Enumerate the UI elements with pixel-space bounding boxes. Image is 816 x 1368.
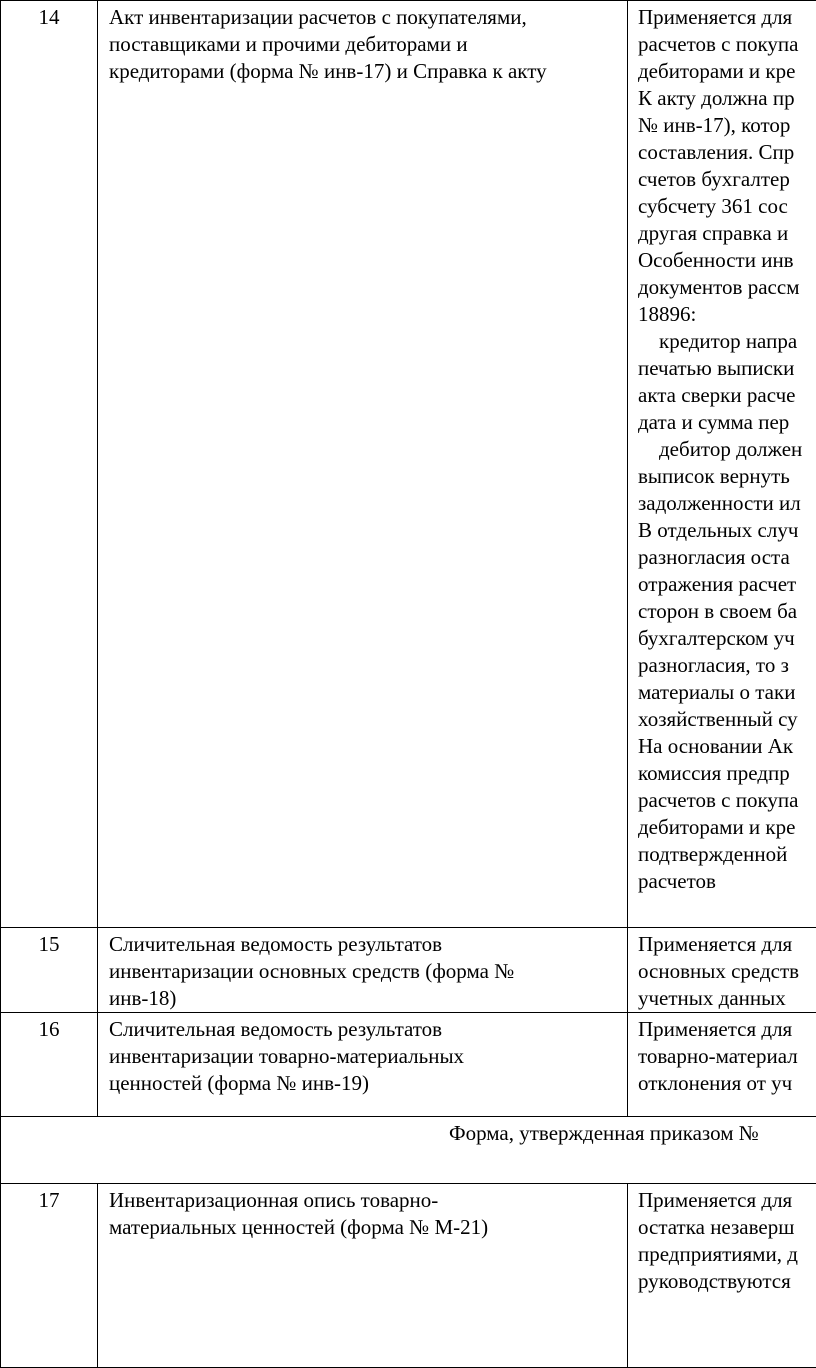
form-description-line: задолженности ил	[638, 490, 816, 517]
form-name-cell	[98, 1, 628, 928]
form-name-line: Акт инвентаризации расчетов с покупателями,	[109, 4, 627, 31]
form-description-line: кредитор напра	[638, 328, 816, 355]
form-name-cell	[98, 1184, 628, 1368]
form-description-line: печатью выписки	[638, 355, 816, 382]
form-description-line: предприятиями, д	[638, 1241, 816, 1268]
row-number: 15	[1, 928, 98, 1013]
form-description-line: документов рассм	[638, 274, 816, 301]
form-description-line: руководствуются	[638, 1268, 816, 1295]
form-description-line: учетных данных	[638, 985, 816, 1012]
form-description-line: выписок вернуть	[638, 463, 816, 490]
table-row	[1, 1184, 816, 1368]
form-name-line: инвентаризации товарно-материальных	[109, 1043, 627, 1070]
form-description-line: Применяется для	[638, 1187, 816, 1214]
form-description-line: № инв-17), котор	[638, 112, 816, 139]
table-row	[1, 928, 816, 1013]
form-description-cell	[628, 928, 816, 1013]
form-name-line: инв-18)	[109, 985, 627, 1012]
form-description-line: сторон в своем ба	[638, 598, 816, 625]
form-description-line: другая справка и	[638, 220, 816, 247]
form-description-line: комиссия предпр	[638, 760, 816, 787]
form-name-line: Инвентаризационная опись товарно-	[109, 1187, 627, 1214]
form-description-line: субсчету 361 сос	[638, 193, 816, 220]
row-number: 17	[1, 1184, 98, 1368]
form-description-line: расчетов с покупа	[638, 31, 816, 58]
form-description-line: расчетов	[638, 868, 816, 895]
table-row	[1, 1013, 816, 1117]
section-heading-text: Форма, утвержденная приказом №	[449, 1120, 759, 1147]
form-description-line: разногласия оста	[638, 544, 816, 571]
form-name-cell	[98, 928, 628, 1013]
form-description-line: Применяется для	[638, 1016, 816, 1043]
form-description-line: материалы о таки	[638, 679, 816, 706]
form-description-line: разногласия, то з	[638, 652, 816, 679]
form-name-line: кредиторами (форма № инв-17) и Справка к акту	[109, 58, 627, 85]
form-description-cell	[628, 1184, 816, 1368]
row-number: 14	[1, 1, 98, 928]
form-name-line: Сличительная ведомость результатов	[109, 1016, 627, 1043]
form-description-line: дебиторами и кре	[638, 58, 816, 85]
form-name-line: материальных ценностей (форма № М-21)	[109, 1214, 627, 1241]
form-description-line: основных средств	[638, 958, 816, 985]
section-heading	[1, 1117, 816, 1184]
form-description-line: Особенности инв	[638, 247, 816, 274]
form-description-line: акта сверки расче	[638, 382, 816, 409]
form-description-line: остатка незаверш	[638, 1214, 816, 1241]
form-description-cell	[628, 1, 816, 928]
form-name-line: Сличительная ведомость результатов	[109, 931, 627, 958]
row-number: 16	[1, 1013, 98, 1117]
form-description-line: Применяется для	[638, 931, 816, 958]
form-description-line: счетов бухгалтер	[638, 166, 816, 193]
form-description-line: товарно-материал	[638, 1043, 816, 1070]
form-description-line: дата и сумма пер	[638, 409, 816, 436]
form-description-line: бухгалтерском уч	[638, 625, 816, 652]
form-description-line: К акту должна пр	[638, 85, 816, 112]
form-description-line: В отдельных случ	[638, 517, 816, 544]
form-description-line: хозяйственный су	[638, 706, 816, 733]
form-description-line: дебитор должен	[638, 436, 816, 463]
form-description-line: отражения расчет	[638, 571, 816, 598]
form-name-line: поставщиками и прочими дебиторами и	[109, 31, 627, 58]
form-description-line: На основании Ак	[638, 733, 816, 760]
form-description-line: расчетов с покупа	[638, 787, 816, 814]
form-description-line: подтвержденной	[638, 841, 816, 868]
form-description-line: составления. Спр	[638, 139, 816, 166]
form-name-line: инвентаризации основных средств (форма №	[109, 958, 627, 985]
table-row	[1, 1, 816, 928]
form-description-cell	[628, 1013, 816, 1117]
form-name-line: ценностей (форма № инв-19)	[109, 1070, 627, 1097]
form-description-line: 18896:	[638, 301, 816, 328]
form-description-line: дебиторами и кре	[638, 814, 816, 841]
form-name-cell	[98, 1013, 628, 1117]
section-header-row	[1, 1117, 816, 1184]
form-description-line: отклонения от уч	[638, 1070, 816, 1097]
form-description-line: Применяется для	[638, 4, 816, 31]
